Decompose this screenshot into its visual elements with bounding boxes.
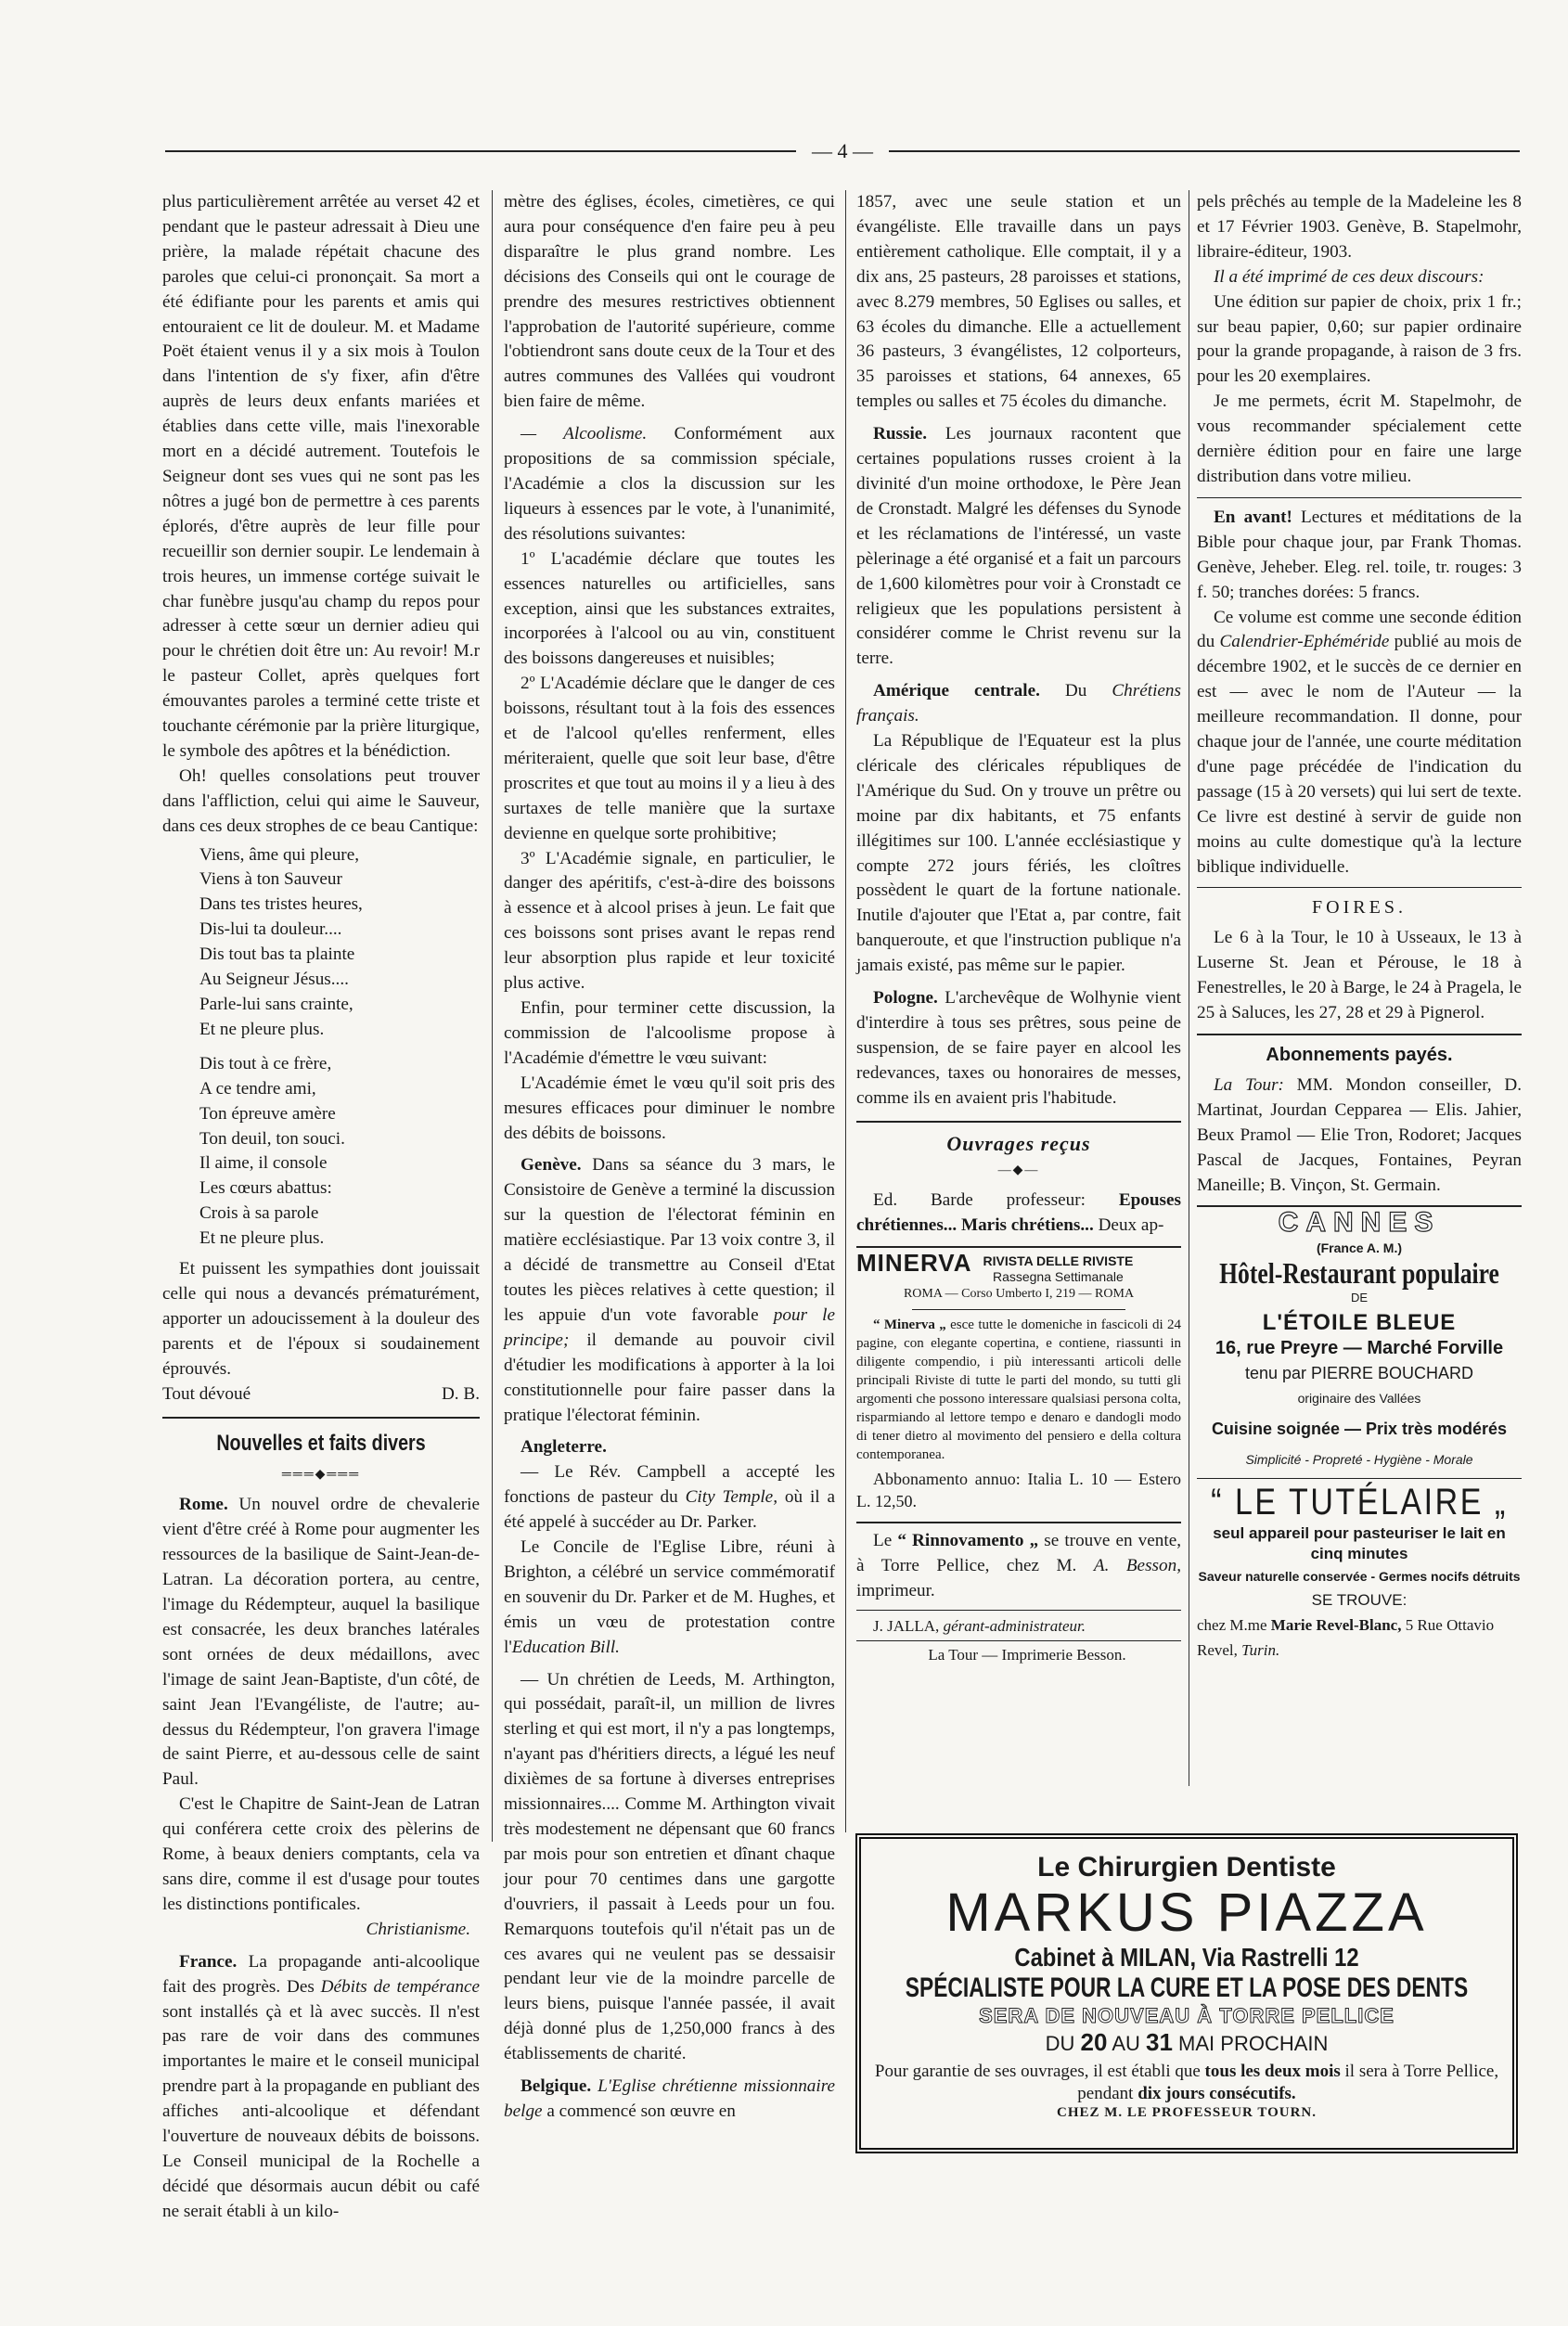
en-avant-desc: Ce volume est comme une seconde édition du Calendrier-Ephéméride publié au mois de décembre 1902, et le succès de ce dernier en est — avec le nom de l'Auteur — la meilleure recommandation. Il donne, pour chaque jour de l'année, une courte méditation d'une page précédée de l'indication du passage (15 à 20 versets) qui lui sert de texte. Ce livre est destiné à servir de guide non moins au culte domestique qu'à la lecture biblique individuelle. [1197,607,1523,877]
sympathies-paragraph: Et puissent les sympathies dont jouissait celle qui nous a devancés prématurément, apporter un adoucissement à la douleur des parents et de l'époux si soudainement éprouvés. [162,1259,480,1379]
ad-rule [1197,1478,1522,1479]
dentist-name: MARKUS PIAZZA [945,1883,1428,1943]
consolation-paragraph: Oh! quelles consolations peut trouver dans l'affliction, celui qui aime le Sauveur, dans ces deux strophes de ce beau Cantique: [162,765,480,836]
header-rule-right [889,150,1520,152]
ouvrage-prices: Une édition sur papier de choix, prix 1 fr.; sur beau papier, 0,60; sur papier ordinaire pour la grande propagande, à raison de 3 frs. pour les 20 exemplaires. [1197,291,1522,387]
hotel-cuisine: Cuisine soignée — Prix très modérés [1211,1419,1508,1438]
resolution-2: 2º L'Académie déclare que le danger de ces boissons, résultant tout à la fois des essences et de l'alcool qu'elles renferment, elles mériteraient, quelle que soit leur base, d'être proscrites et que tout au moins il y a lieu à des surtaxes de telle manière que la surtaxe devienne en quelque sorte prohibitive; [504,674,835,843]
column-1 [162,190,480,2225]
signature [162,1382,480,1407]
en-avant-notice: En avant! Lectures et méditations de la Bible pour chaque jour, par Frank Thomas. Genève, Jeheber. Eleg. rel. toile, tr. rouges: 3 f. 50; tranches dorées: 5 francs. [1197,507,1523,602]
tutelaire-saveur: Saveur naturelle conservée - Germes nocifs détruits [1198,1568,1521,1584]
minerva-address: ROMA — Corso Umberto I, 219 — ROMA [903,1287,1135,1302]
hotel-name: Hôtel-Restaurant populaire [1219,1256,1499,1291]
section-title-abonnements: Abonnements payés. [1266,1045,1453,1065]
minerva-rule [912,1309,1125,1310]
dentist-ad [855,1833,1518,2153]
page-header [165,141,1520,160]
news-amerique-text: La République de l'Equateur est la plus cléricale des cléricales républiques de l'Amérique du Sud. On y trouve un prêtre ou moine par dix habitants, et 75 enfants illégitimes sur 100. L'année ecclésiastique y compte 272 jours fériés, les cloîtres possèdent le quart de la fortune nationale. Inutile d'ajouter que l'Etat a, par contre, fait banqueroute, et que l'instruction publique n'a jamais existé, pas même sur le papier. [856,731,1181,976]
poem-line: A ce tendre ami, [199,1078,316,1099]
news-text: sont installés çà et là avec succès. Il n'est pas rare de voir dans des communes importantes le maire et le conseil municipal prendre part à la propagande en publiant des affiches anti-alcoolique et défendant l'ouverture de nouveaux débits de boissons. Le Conseil municipal de la Rochelle a décidé que désormais aucun débit ou café ne serait établi à un kilo- [162,2001,480,2221]
ouvrage-note: Il a été imprimé de ces deux discours: [1214,266,1484,287]
abonnements-text: La Tour: MM. Mondon conseiller, D. Martinat, Jourdan Cepparea — Elis. Jahier, Beux Pramol — Elie Tron, Rodoret; Jacques Pascal de Jacques, Fontaines, Peyran Maneille; B. Vinçon, St. Germain. [1197,1074,1523,1195]
dentist-dates: DU 20 AU 31 MAI PROCHAIN [1045,2028,1329,2056]
hotel-address: 16, rue Preyre — Marché Forville [1215,1337,1504,1358]
poem-line: Ton deuil, ton souci. [199,1128,345,1149]
ouvrage-recommendation: Je me permets, écrit M. Stapelmohr, de vous recommander spécialement cette dernière édition pour en faire une large distribution dans votre milieu. [1197,392,1522,486]
tutelaire-ad [1197,1481,1522,1664]
minerva-text: “ Minerva „ esce tutte le domeniche in fascicoli di 24 pagine, con elegante copertina, e contiene, riassunti in diligente compendio, i più interessanti articoli delle principali Riviste di tutte le parti del mondo, su tutti gli argomenti che possono interessare qualsiasi persona colta, risparmiando al lettore tempo e denaro e dandogli modo di tener dietro al movimento del pensiero e della coltura contemporanea. [856,1317,1182,1463]
section-rule [1197,497,1522,498]
obituary-paragraph: plus particulièrement arrêtée au verset 42 et pendant que le pasteur adressait à Dieu une prière, la malade répétait chacune des paroles que celui-ci prononçait. Sa mort a été édifiante pour les parents et amis qui entouraient ce lit de douleur. M. et Madame Poët étaient venus il y a six mois à Toulon dans l'intention de s'y fixer, afin d'être auprès de leurs deux enfants mariées et établies dans cette ville, mais l'inexorable mort en a décidé autrement. Toutefois le Seigneur dont ses vues qui ne sont pas les nôtres a jugé bon de permettre à ces parents éplorés, d'être auprès de leur fille pour recueillir son dernier soupir. Le lendemain à trois heures, un immense cortége suivait le char funèbre jusqu'au champ du repos pour adresser à cette sœur un dernier adieu qui pour le chrétien doit être un: Au revoir! M.r le pasteur Collet, après quelques fort émouvantes paroles a terminé cette triste et touchante cérémonie par la prière liturgique, le symbole des apôtres et la bénédiction. [162,192,480,761]
poem-line: Il aime, il console [199,1153,328,1174]
dentist-cabinet: Cabinet à MILAN, Via Rastrelli 12 [1014,1943,1359,1972]
column-4 [1197,190,1522,1664]
cannes-hotel-ad [1197,1207,1522,1471]
hotel-origin: originaire des Vallées [1297,1390,1421,1406]
poem-line: Ton épreuve amère [199,1103,336,1124]
tutelaire-desc: seul appareil pour pasteuriser le lait en cinq minutes [1213,1523,1506,1562]
tutelaire-address: chez M.me Marie Revel-Blanc, 5 Rue Ottavio Revel, Turin. [1197,1616,1495,1660]
hotel-de: DE [1350,1291,1369,1305]
minerva-title: MINERVA [856,1249,972,1278]
news-text: La propagande anti-alcoolique fait des progrès. Des [162,1951,480,1997]
news-russie: Russie. Les journaux racontent que certaines populations russes croient à la divinité d'un moine orthodoxe, le Père Jean de Cronstadt. Malgré les défenses du Synode et les réclamations de l'intéressé, un vaste pèlerinage a été organisé et a fait un parcours de 1,600 kilomètres pour voir à Cronstadt ce religieux que les populations persistent à considérer comme le Christ revenu sur la terre. [856,424,1182,669]
poem-line: Viens à ton Sauveur [199,869,342,890]
section-rule [1197,1034,1522,1035]
news-angleterre-title: Angleterre. [521,1437,607,1458]
news-rome-cont: C'est le Chapitre de Saint-Jean de Latran qui conférera cette croix des pèlerins de Rome, à beaux deniers comptants, cela va sans dire, comme il est d'usage pour toutes les distinctions pontificales. [162,1794,480,1914]
minerva-subtitle: RIVISTA DELLE RIVISTE [983,1253,1134,1269]
news-angleterre-3: — Un chrétien de Leeds, M. Arthington, qui possédait, paraît-il, un million de livres sterling et qui est mort, il n'y a pas longtemps, n'ayant pas d'héritiers directs, a légué les neuf dixièmes de sa fortune à diverses entreprises missionnaires.... Comme M. Arthington vivait très modestement ne dépensant que 60 francs par mois pour son entretien et dînant chaque jour pour 70 centimes dans une gargotte d'ouvriers, il passait à Leeds pour un fou. Remarquons toutefois qu'il n'était pas un de ces avares qui ne veulent pas se dessaisir pendant leur vie de la moindre parcelle de leurs biens, puisque l'année passée, il avait déjà donné plus de 1,250,000 francs à des établissements de charité. [504,1669,835,2064]
news-angleterre-1: — Le Rév. Campbell a accepté les fonctions de pasteur du City Temple, où il a été appelé à succéder au Dr. Parker. [504,1462,835,1533]
dentist-location: CHEZ M. LE PROFESSEUR TOURN. [1057,2105,1317,2120]
dentist-return: SERA DE NOUVEAU À TORRE PELLICE [979,2004,1394,2027]
poem-line: Et ne pleure plus. [199,1228,325,1249]
cannes-title: CANNES [1278,1207,1441,1239]
cannes-subtitle: (France A. M.) [1316,1240,1403,1256]
tutelaire-trouve: SE TROUVE: [1311,1591,1407,1610]
column-2 [504,190,835,2125]
ornament-divider: ═══◆═══ [281,1467,361,1482]
poem-line: Viens, âme qui pleure, [199,844,360,865]
news-amerique: Amérique centrale. Du Chrétiens français. [856,681,1181,726]
belgique-cont: 1857, avec une seule station et un évangéliste. Elle travaille dans un pays entièrement catholique. Elle comptait, il y a dix ans, 25 pasteurs, 28 paroisses et stations, avec 8.279 membres, 50 Eglises ou salles, et 63 écoles du dimanche. Elle a actuellement 36 pasteurs, 3 évangélistes, 12 colporteurs, 35 paroisses et stations, 64 annexes, 65 temples ou salles et 75 écoles du dimanche. [856,192,1181,412]
signature-closing: Tout dévoué [162,1383,251,1404]
imprimerie-line: La Tour — Imprimerie Besson. [928,1645,1126,1664]
gerant-line: J. JALLA, gérant-administrateur. [873,1616,1086,1635]
news-lead: Rome. [179,1495,228,1515]
minerva-subtitle-2: Rassegna Settimanale [992,1269,1124,1285]
poem-line: Les cœurs abattus: [199,1178,332,1199]
news-france [162,1950,480,2225]
news-alcoolisme [504,422,835,547]
news-text: Un nouvel ordre de chevalerie vient d'être créé à Rome pour augmenter les ressources de la basilique de Saint-Jean-de-Latran. La décoration portera, au centre, l'image du Rédempteur, auquel la basilique est consacrée, les deux branches latérales sont ornées de deux médaillons, avec l'image de saint Jean-Baptiste, d'un côté, de saint Jean l'Evangéliste, de l'autre; au-dessus du Rédempteur, l'on gravera l'image de saint Pierre, et au-dessous celle de saint Paul. [162,1495,481,1790]
page-number: — 4 — [812,139,873,162]
ouvrage-entry: Ed. Barde professeur: Epouses chrétiennes... Maris chrétiens... Deux ap- [856,1190,1181,1236]
hotel-motto: Simplicité - Propreté - Hygiène - Morale [1245,1451,1473,1467]
cantique-poem [199,843,480,1253]
news-pologne: Pologne. L'archevêque de Wolhynie vient d'interdire à tous ses prêtres, sous peine de suspension, de se faire payer en alcool les redevances, taxes ou honoraires de messes, comme ils en avaient pris l'habitude. [856,988,1182,1108]
signature-initials: D. B. [441,1383,480,1404]
news-rome [162,1493,480,1793]
header-rule-left [165,150,796,152]
poem-line: Crois à sa parole [199,1203,319,1224]
news-text: Conformément aux propositions de sa commission spéciale, l'Académie a clos la discussion sur les liqueurs à essences par le vote, à l'unanimité, des résolutions suivantes: [504,424,835,544]
section-title-ouvrages: Ouvrages reçus [946,1131,1091,1155]
ouvrage-cont: pels prêchés au temple de la Madeleine les 8 et 17 Février 1903. Genève, B. Stapelmohr, libraire-éditeur, 1903. [1197,192,1522,262]
section-title-nouvelles: Nouvelles et faits divers [216,1430,426,1456]
hotel-etoile: L'ÉTOILE BLEUE [1262,1310,1457,1336]
news-geneve [504,1153,835,1428]
tutelaire-title: “ LE TUTÉLAIRE „ [1211,1481,1508,1523]
news-lead: France. [179,1951,238,1972]
alcool-conclusion: Enfin, pour terminer cette discussion, la commission de l'alcoolisme propose à l'Académie d'émettre le vœu suivant: [504,998,835,1068]
resolution-1: 1º L'académie déclare que toutes les essences naturelles ou artificielles, sans exception, ainsi que les substances extraites, incorporées à l'alcool ou au vin, constituent des boissons dangereuses et nuisibles; [504,548,835,669]
news-lead: — Alcoolisme. [521,424,648,444]
news-text: il demande au pouvoir civil d'étudier les modifications à apporter à la loi constitutionnelle pour faire passer dans la pratique l'électorat féminin. [504,1330,835,1425]
poem-line: Dis tout bas ta plainte [199,945,355,965]
alcool-voeu: L'Académie émet le vœu qu'il soit pris des mesures efficaces pour diminuer le nombre des débits de boissons. [504,1073,835,1143]
france-cont: mètre des églises, écoles, cimetières, ce qui aura pour conséquence d'en faire peu à peu disparaître le plus grand nombre. Les décisions des Conseils qui ont le courage de prendre des mesures restrictives obtiennent l'approbation de l'autorité supérieure, comme l'obtiendront sans doute ceux de la Tour et des autres communes des Vallées qui voudront bien faire de même. [504,192,835,412]
poem-line: Au Seigneur Jésus.... [199,970,349,990]
news-text: Dans sa séance du 3 mars, le Consistoire de Genève a terminé la discussion sur la question de l'électorat féminin en matière ecclésiastique. Par 13 voix contre 3, il a décidé de transmettre au Conseil d'Etat toutes les pièces relatives à cette question; il les appuie d'un vote favorable [504,1155,835,1325]
news-lead: Genève. [521,1155,582,1176]
hotel-owner: tenu par PIERRE BOUCHARD [1244,1363,1474,1382]
foires-text: Le 6 à la Tour, le 10 à Usseaux, le 13 à Luserne St. Jean et Pérouse, le 18 à Fenestrelles, le 20 à Barge, le 24 à Pragela, le 25 à Saluces, les 27, 28 et 29 à Pignerol. [1197,928,1522,1023]
ad-rule [856,1610,1181,1611]
column-divider-1 [492,190,493,1842]
section-rule [856,1121,1181,1123]
ad-rule [856,1640,1181,1641]
resolution-3: 3º L'Académie signale, en particulier, le danger des apéritifs, c'est-à-dire des boissons à essence et à alcool prises à jeun. Le fait que ces boissons sont prises avant le repas rend leur absorption plus rapide et leur toxicité plus active. [504,848,835,994]
poem-line: Parle-lui sans crainte, [199,995,353,1014]
poem-line: Dis tout à ce frère, [199,1053,332,1073]
news-source: Christianisme. [366,1919,470,1939]
news-italic: pour le principe; [504,1304,835,1350]
news-belgique: Belgique. L'Eglise chrétienne missionnaire belge a commencé son œuvre en [504,2076,835,2121]
dentist-specialty: SPÉCIALISTE POUR LA CURE ET LA POSE DES DENTS [905,1973,1469,2003]
dentist-guarantee: Pour garantie de ses ouvrages, il est établi que tous les deux mois il sera à Torre Pellice, pendant dix jours consécutifs. [874,2062,1499,2103]
column-divider-2 [845,190,846,1832]
poem-line: Et ne pleure plus. [199,1019,325,1039]
column-3 [856,190,1181,1665]
poem-line: Dans tes tristes heures, [199,894,363,915]
news-angleterre-2: Le Concile de l'Eglise Libre, réuni à Brighton, a célébré un service commémoratif en souvenir du Dr. Parker et de M. Hughes, et émis un vœu de protestation contre l'Education Bill. [504,1537,835,1657]
section-rule [162,1417,480,1419]
rinnovamento-notice: Le “ Rinnovamento „ se trouve en vente, à Torre Pellice, chez M. A. Besson, imprimeur. [856,1531,1182,1601]
ad-rule [856,1522,1181,1523]
section-rule [1197,887,1522,888]
minerva-ad [856,1248,1181,1518]
minerva-price: Abbonamento annuo: Italia L. 10 — Estero L. 12,50. [856,1470,1181,1511]
dentist-title: Le Chirurgien Dentiste [1037,1852,1336,1883]
section-title-foires: FOIRES. [1312,897,1407,919]
ornament-divider: —◆— [997,1163,1040,1177]
poem-line: Dis-lui ta douleur.... [199,919,342,940]
news-italic: Débits de tempérance [320,1976,480,1997]
